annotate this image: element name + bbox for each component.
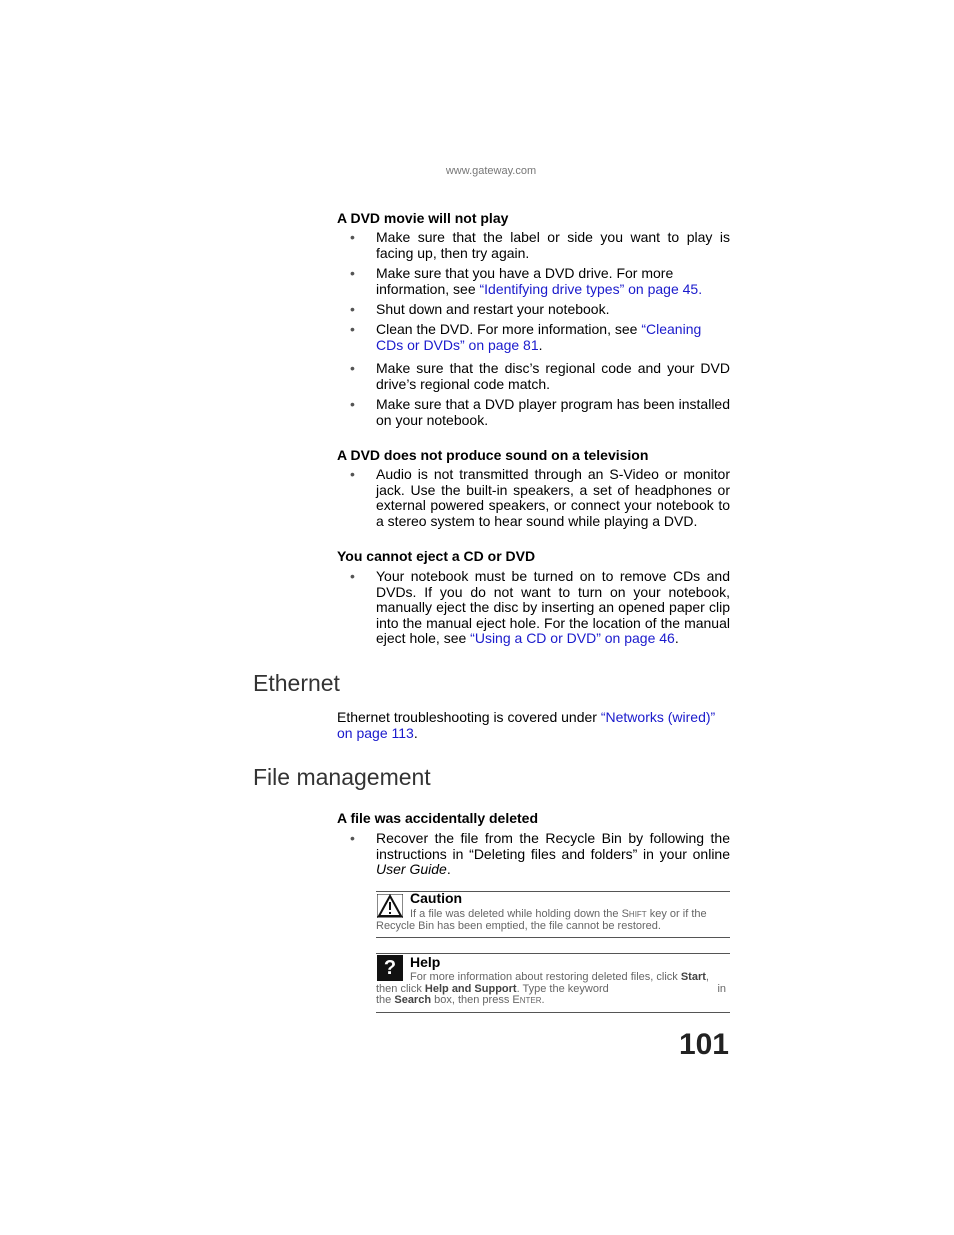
bullet-icon: • <box>350 321 355 337</box>
heading-file-deleted: A file was accidentally deleted <box>337 810 539 826</box>
heading-dvd-movie: A DVD movie will not play <box>337 210 509 226</box>
bullet-icon: • <box>350 568 355 584</box>
list-item: Audio is not transmitted through an S-Video or monitor jack. Use the built-in speakers, a set of headphones or external powered speakers, or connect your notebook to a stereo system to hear sound while playing a DVD. <box>376 466 730 529</box>
bullet-icon: • <box>350 229 355 245</box>
warning-icon <box>377 894 403 918</box>
ethernet-paragraph: Ethernet troubleshooting is covered under “Networks (wired)” on page 113. <box>337 709 716 741</box>
heading-eject: You cannot eject a CD or DVD <box>337 548 536 564</box>
bullet-icon: • <box>350 301 355 317</box>
bullet-icon: • <box>350 466 355 482</box>
caution-bottom-rule <box>376 937 730 938</box>
caution-text-line2: Recycle Bin has been emptied, the file cannot be restored. <box>376 920 661 932</box>
list-item: Make sure that a DVD player program has been installed on your notebook. <box>376 396 730 428</box>
help-bottom-rule <box>376 1012 730 1013</box>
link-networks-wired[interactable]: “Networks (wired)” on page 113 <box>337 709 716 741</box>
bullet-icon: • <box>350 830 355 846</box>
help-text-line2: then click Help and Support. Type the keyword in <box>376 983 726 995</box>
site-url: www.gateway.com <box>445 165 537 177</box>
link-using-cd-dvd[interactable]: “Using a CD or DVD” on page 46 <box>470 630 675 647</box>
list-item: Make sure that you have a DVD drive. For more information, see “Identifying drive types” on page 45. <box>376 265 703 297</box>
help-title: Help <box>410 954 441 970</box>
heading-dvd-sound: A DVD does not produce sound on a television <box>337 447 649 463</box>
list-item: Clean the DVD. For more information, see “Cleaning CDs or DVDs” on page 81. <box>376 321 702 353</box>
bullet-icon: • <box>350 360 355 376</box>
list-item: Make sure that the disc’s regional code and your DVD drive’s regional code match. <box>376 360 730 392</box>
help-icon: ? <box>377 955 403 981</box>
bullet-icon: • <box>350 396 355 412</box>
page-number: 101 <box>678 1028 729 1061</box>
help-text-line1: For more information about restoring deleted files, click Start, <box>410 971 709 983</box>
list-item: Make sure that the label or side you want to play is facing up, then try again. <box>376 229 730 261</box>
list-item: Shut down and restart your notebook. <box>376 301 610 317</box>
link-cleaning-cds[interactable]: “Cleaning CDs or DVDs” on page 81 <box>376 321 702 353</box>
caution-title: Caution <box>410 890 463 906</box>
bullet-icon: • <box>350 265 355 281</box>
list-item: Your notebook must be turned on to remove CDs and DVDs. If you do not want to turn on your notebook, manually eject the disc by inserting an opened paper clip into the manual eject hole. For the location of the manual eject hole, see “Using a CD or DVD” on page 46. <box>376 568 730 647</box>
heading-ethernet: Ethernet <box>253 670 340 696</box>
heading-file-management: File management <box>253 764 431 790</box>
link-identifying-drive-types[interactable]: “Identifying drive types” on page 45 <box>479 280 699 297</box>
caution-text-line1: If a file was deleted while holding down the Shift key or if the <box>410 908 707 920</box>
help-text-line3: the Search box, then press Enter. <box>376 994 545 1006</box>
list-item: Recover the file from the Recycle Bin by following the instructions in “Deleting files and folders” in your online User Guide. <box>376 830 730 878</box>
